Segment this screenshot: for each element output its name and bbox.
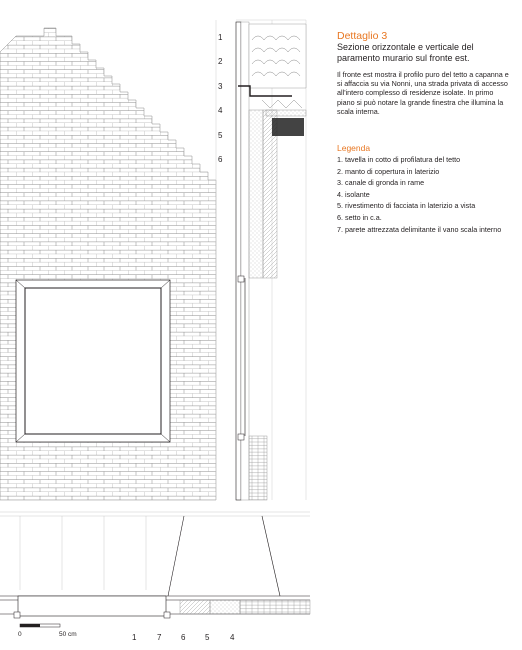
- legend-item: [337, 202, 509, 211]
- section-marker: 5: [218, 131, 223, 140]
- legend-item: [337, 226, 509, 235]
- legend-item-number: 5.: [337, 201, 343, 211]
- legend-item: [337, 156, 509, 165]
- scale-start-label: 0: [18, 631, 22, 638]
- legend-item-text: rivestimento di facciata in laterizio a vista: [345, 201, 476, 211]
- legend-item-text: manto di copertura in laterizio: [345, 166, 440, 176]
- legend-item: [337, 168, 509, 177]
- legend-item-number: 2.: [337, 166, 343, 176]
- section-marker: 2: [218, 57, 223, 66]
- scale-bar: [18, 624, 77, 638]
- legend-item-text: tavella in cotto di profilatura del tetto: [345, 155, 461, 165]
- plan-marker: 6: [181, 633, 186, 642]
- section-marker: 3: [218, 82, 223, 91]
- legend-item-number: 3.: [337, 178, 343, 188]
- legend-item-text: setto in c.a.: [345, 212, 382, 222]
- horizontal-plan-section: [0, 512, 310, 618]
- legend-title: Legenda: [337, 143, 371, 154]
- caption-panel: [337, 30, 509, 237]
- legend-list: [337, 156, 509, 234]
- detail-subtitle: Sezione orizzontale e verticale del paramento murario sul fronte est.: [337, 42, 474, 63]
- section-markers: [218, 33, 223, 164]
- legend-item: [337, 191, 509, 200]
- plan-marker: 1: [132, 633, 137, 642]
- legend-item-text: isolante: [345, 189, 370, 199]
- legend-item: [337, 214, 509, 223]
- vertical-wall-section: [236, 22, 277, 500]
- scale-end-label: 50 cm: [59, 631, 77, 638]
- legend-item-text: parete attrezzata delimitante il vano scala interno: [345, 224, 502, 234]
- plan-marker: 5: [205, 633, 210, 642]
- detail-description: Il fronte est mostra il profilo puro del tetto a capanna e si affaccia su via Nonni, una strada privata di accesso all'intero complesso di residenze isolate. In primo piano si può notare la grande finestra che illumina la scala interna.: [337, 70, 509, 116]
- legend-item-number: 1.: [337, 155, 343, 165]
- legend-item-number: 6.: [337, 212, 343, 222]
- legend-item-number: 7.: [337, 224, 343, 234]
- plan-marker: 7: [157, 633, 162, 642]
- section-marker: 6: [218, 155, 223, 164]
- detail-title: Dettaglio 3: [337, 30, 388, 42]
- section-marker: 4: [218, 106, 223, 115]
- plan-marker: 4: [230, 633, 235, 642]
- legend-item-number: 4.: [337, 189, 343, 199]
- section-marker: 1: [218, 33, 223, 42]
- large-window: [16, 280, 170, 442]
- legend-item: [337, 179, 509, 188]
- legend-item-text: canale di gronda in rame: [345, 178, 425, 188]
- plan-markers: [132, 633, 235, 642]
